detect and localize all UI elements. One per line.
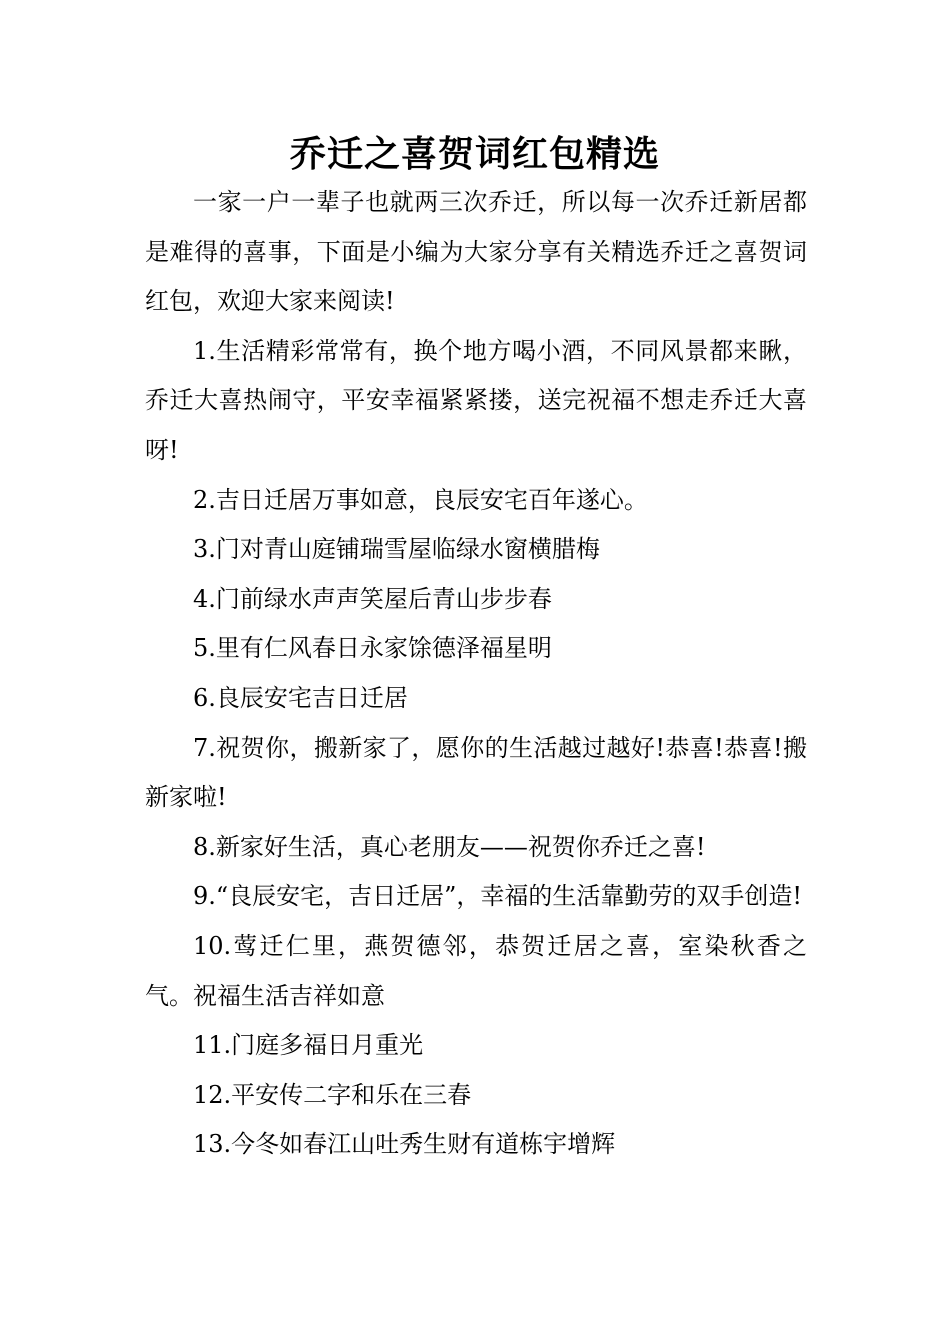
greeting-item-6: 6.良辰安宅吉日迁居 bbox=[193, 683, 408, 712]
greeting-item-13: 13.今冬如春江山吐秀生财有道栋宇增辉 bbox=[193, 1130, 616, 1159]
greeting-item-9: 9.“良辰安宅，吉日迁居”，幸福的生活靠勤劳的双手创造! bbox=[193, 882, 803, 911]
greeting-item-1: 1.生活精彩常常有，换个地方喝小酒，不同风景都来瞅，乔迁大喜热闹守，平安幸福紧紧搂，送完祝福不想走乔迁大喜呀! bbox=[145, 336, 807, 464]
greeting-item-8: 8.新家好生活，真心老朋友——祝贺你乔迁之喜! bbox=[193, 832, 706, 861]
greeting-item-2: 2.吉日迁居万事如意，良辰安宅百年遂心。 bbox=[193, 485, 648, 514]
greeting-item-11: 11.门庭多福日月重光 bbox=[193, 1031, 424, 1060]
document-body bbox=[145, 178, 807, 1170]
greeting-item-12: 12.平安传二字和乐在三春 bbox=[193, 1080, 472, 1109]
document-title: 乔迁之喜贺词红包精选 bbox=[289, 133, 660, 175]
intro-paragraph: 一家一户一辈子也就两三次乔迁，所以每一次乔迁新居都是难得的喜事，下面是小编为大家分享有关精选乔迁之喜贺词红包，欢迎大家来阅读! bbox=[145, 188, 807, 316]
greeting-item-10: 10.莺迁仁里，燕贺德邻，恭贺迁居之喜，室染秋香之气。祝福生活吉祥如意 bbox=[145, 931, 807, 1010]
greeting-item-7: 7.祝贺你，搬新家了，愿你的生活越过越好!恭喜!恭喜!搬新家啦! bbox=[145, 733, 807, 812]
greeting-item-5: 5.里有仁风春日永家馀德泽福星明 bbox=[193, 634, 552, 663]
greeting-item-3: 3.门对青山庭铺瑞雪屋临绿水窗横腊梅 bbox=[193, 535, 600, 564]
greeting-item-4: 4.门前绿水声声笑屋后青山步步春 bbox=[193, 584, 552, 613]
